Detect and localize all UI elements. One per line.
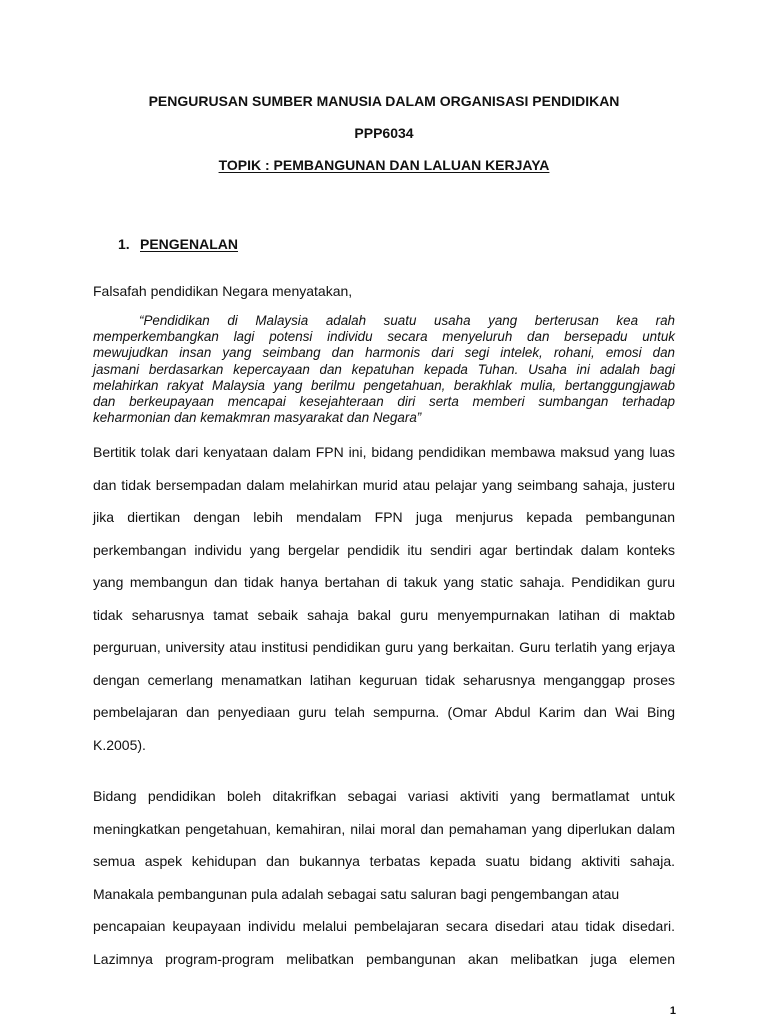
quote-line: jasmani berdasarkan kepercayaan dan kepatuhan kepada Tuhan. Usaha ini adalah bagi (93, 361, 675, 377)
quote-line: melahirkan rakyat Malaysia yang berilmu pengetahuan, berakhlak mulia, bertanggungjawab (93, 377, 675, 393)
course-code: PPP6034 (354, 125, 414, 141)
paragraph-2 (93, 787, 675, 982)
quote-line: “Pendidikan di Malaysia adalah suatu usaha yang berterusan kea rah (139, 313, 675, 328)
paragraph-line: jika diertikan dengan lebih mendalam FPN juga menjurus kepada pembangunan (93, 509, 675, 525)
fpn-quote (93, 313, 675, 426)
section-label: PENGENALAN (140, 236, 239, 252)
paragraph-line: Bidang pendidikan boleh ditakrifkan sebagai variasi aktiviti yang bermatlamat untuk (93, 788, 675, 804)
document-title: PENGURUSAN SUMBER MANUSIA DALAM ORGANISASI PENDIDIKAN (148, 93, 620, 109)
quote-line: dan berkeupayaan mencapai kesejahteraan diri serta memberi sumbangan terhadap (93, 394, 675, 410)
paragraph-line: perguruan, university atau institusi pendidikan guru yang berkaitan. Guru terlatih yang erjaya (93, 639, 675, 655)
paragraph-line: dengan cemerlang menamatkan latihan keguruan tidak seharusnya menganggap proses (93, 671, 675, 688)
topic-title-text: TOPIK : PEMBANGUNAN DAN LALUAN KERJAYA (218, 157, 550, 173)
section-number: 1. (118, 236, 130, 252)
paragraph-line: tidak seharusnya tamat sebaik sahaja bakal guru menyempurnakan latihan di maktab (93, 606, 675, 623)
paragraph-1 (93, 443, 675, 768)
quote-line: memperkembangkan lagi potensi individu secara menyeluruh dan bersepadu untuk (93, 329, 675, 345)
quote-line: mewujudkan insan yang seimbang dan harmonis dari segi intelek, rohani, emosi dan (93, 345, 675, 361)
paragraph-line: Manakala pembangunan pula adalah sebagai satu saluran bagi pengembangan atau (93, 885, 620, 902)
quote-line: keharmonian dan kemakmran masyarakat dan Negara” (93, 410, 422, 426)
paragraph-line: dan tidak bersempadan dalam melahirkan murid atau pelajar yang seimbang sahaja, justeru (93, 476, 675, 493)
paragraph-line: pencapaian keupayaan individu melalui pembelajaran secara disedari atau tidak disedari. (93, 918, 675, 934)
section-heading (118, 235, 238, 253)
paragraph-line: Lazimnya program-program melibatkan pembangunan akan melibatkan juga elemen (93, 950, 675, 967)
intro-text: Falsafah pendidikan Negara menyatakan, (93, 283, 353, 299)
paragraph-line: K.2005). (93, 736, 146, 753)
paragraph-line: semua aspek kehidupan dan bukannya terbatas kepada suatu bidang aktiviti sahaja. (93, 853, 675, 869)
page-number: 1 (669, 1005, 676, 1017)
paragraph-line: yang membangun dan tidak hanya bertahan di takuk yang static sahaja. Pendidikan guru (93, 574, 675, 590)
paragraph-line: Bertitik tolak dari kenyataan dalam FPN ini, bidang pendidikan membawa maksud yang luas (93, 444, 675, 460)
paragraph-line: meningkatkan pengetahuan, kemahiran, nilai moral dan pemahaman yang diperlukan dalam (93, 820, 675, 837)
paragraph-line: perkembangan individu yang bergelar pendidik itu sendiri agar bertindak dalam konteks (93, 541, 675, 558)
paragraph-line: pembelajaran dan penyediaan guru telah sempurna. (Omar Abdul Karim dan Wai Bing (93, 704, 675, 720)
topic-title (0, 156, 768, 174)
